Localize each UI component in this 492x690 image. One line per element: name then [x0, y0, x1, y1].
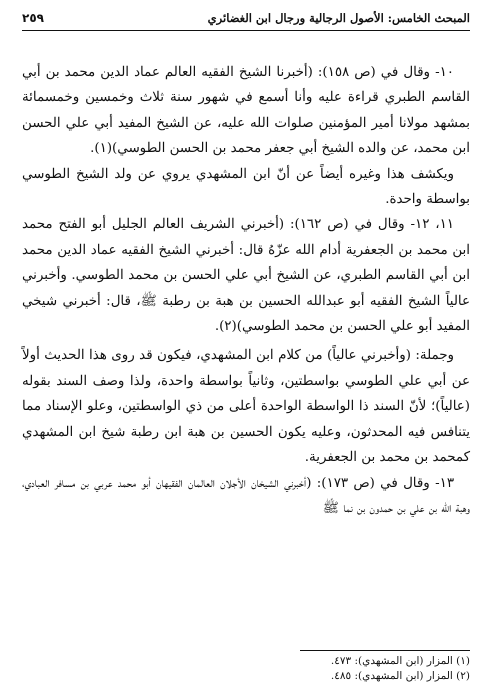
paragraph-items-11-12: ١١، ١٢- وقال في (ص ١٦٢): (أخبرني الشريف العالم الجليل أبو الفتح محمد ابن محمد بن الجعفرية أدام الله عزّهُ قال: أخبرني الشيخ الفقيه عماد الدين محمد ابن أبي القاسم الطبري، عن الشيخ أبي علي الحسن بن محمد الطوسي. وأخبرني عالياً الشيخ الفقيه أبو عبدالله الحسين بن هبة بن رطبة ﷺ، قال: أخبرني شيخي المفيد أبو علي الحسن بن محمد الطوسي)(٢). [22, 217, 470, 335]
running-header [22, 6, 470, 31]
page-number: ٢٥٩ [22, 11, 44, 25]
paragraph-commentary-1: ويكشف هذا وغيره أيضاً عن أنّ ابن المشهدي يروي عن ولد الشيخ الطوسي بواسطة واحدة. [22, 166, 470, 208]
footnotes [22, 654, 470, 684]
paragraph-commentary-2: وجملة: (وأخبرني عالياً) من كلام ابن المشهدي، فيكون قد روى هذا الحديث أولاً عن أبي علي الطوسي بواسطتين، وثانياً بواسطة واحدة، ولذا وصف السند بقوله (عالياً)؛ لأنّ السند ذا الواسطة الواحدة أعلى من ذي الواسطتين، وعلو الإسناد مما يتنافس فيه المحدثون، وعليه يكون الحسين بن هبة ابن رطبة شيخ ابن المشهدي كمحمد بن محمد بن الجعفرية. [22, 348, 470, 466]
footnote-separator [300, 650, 470, 651]
footnote-2: (٢) المزار (ابن المشهدي): ٤٨٥. [330, 670, 470, 682]
paragraph-item-13: ١٣- وقال في (ص ١٧٣): (أخبرني الشيخان الأجلان العالمان الفقيهان أبو محمد عربي بن مسافر العبادي، وهبة الله بن علي بن حمدون بن نما ﷺ [22, 475, 470, 516]
paragraph-item-10: ١٠- وقال في (ص ١٥٨): (أخبرنا الشيخ الفقيه العالم عماد الدين محمد بن أبي القاسم الطبري قراءة عليه وأنا أسمع في شهور سنة ثلاث وخمسين وخمسمائة بمشهد مولانا أمير المؤمنين صلوات الله عليه، عن الشيخ المفيد أبي علي الحسن ابن محمد، عن والده الشيخ أبي جعفر محمد بن الحسن الطوسي)(١). [22, 65, 470, 157]
chapter-title: المبحث الخامس: الأصول الرجالية ورجال ابن الغضائري [207, 11, 470, 25]
footnote-1: (١) المزار (ابن المشهدي): ٤٧٣. [330, 655, 470, 667]
body-text [22, 60, 470, 521]
